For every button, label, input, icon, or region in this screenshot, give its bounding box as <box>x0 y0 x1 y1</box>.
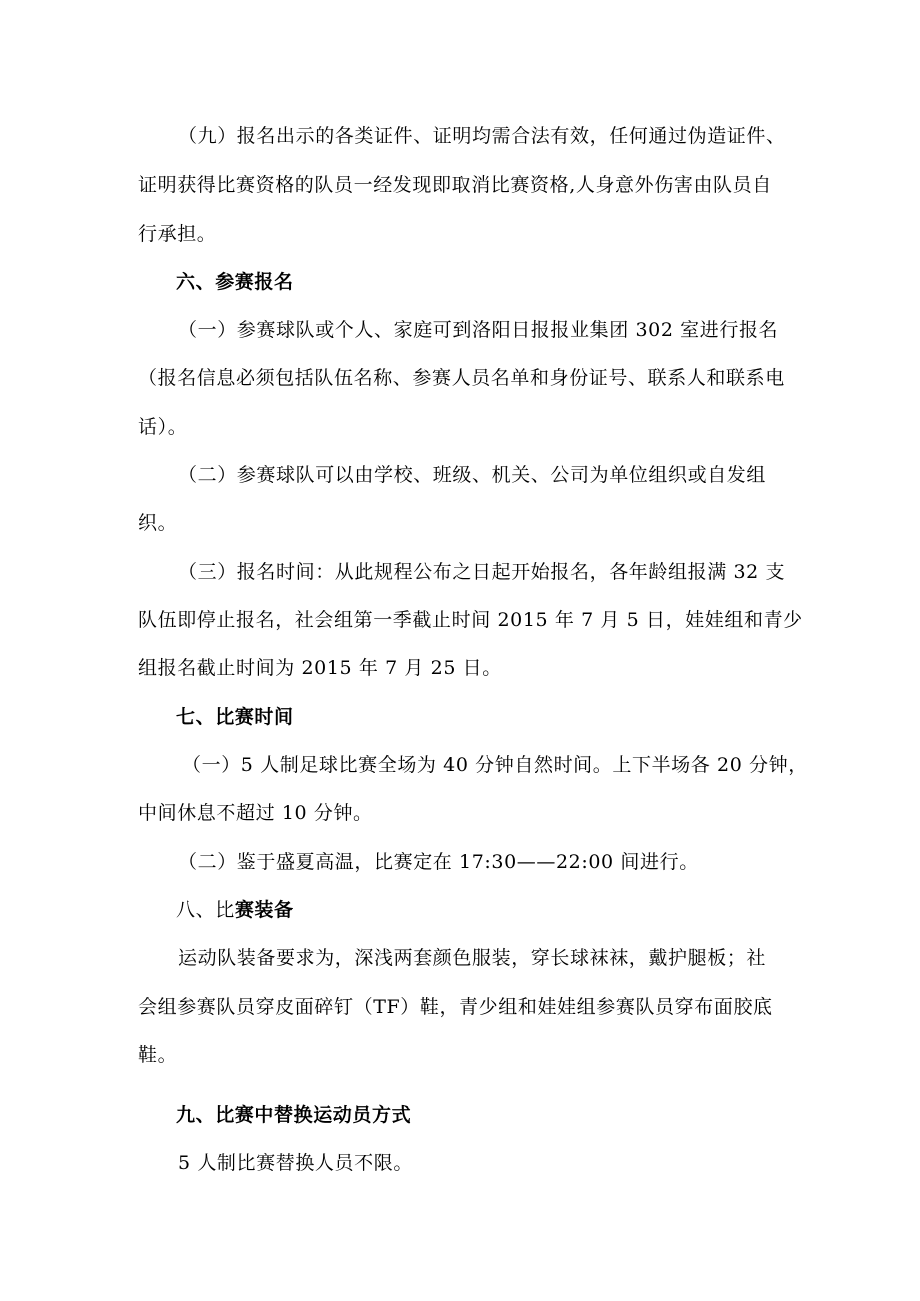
paragraph-line: （一）5 人制足球比赛全场为 40 分钟自然时间。上下半场各 20 分钟， <box>182 754 808 776</box>
paragraph-line: （二）参赛球队可以由学校、班级、机关、公司为单位组织或自发组 <box>178 464 767 486</box>
section-heading: 九、比赛中替换运动员方式 <box>176 1104 412 1126</box>
paragraph-line: 会组参赛队员穿皮面碎钉（TF）鞋，青少组和娃娃组参赛队员穿布面胶底 <box>138 996 773 1018</box>
section-heading: 七、比赛时间 <box>176 706 294 728</box>
paragraph-line: 运动队装备要求为，深浅两套颜色服装，穿长球袜袜，戴护腿板；社 <box>178 947 767 969</box>
paragraph-line: （二）鉴于盛夏高温，比赛定在 17:30——22:00 间进行。 <box>178 851 699 873</box>
paragraph-line: （三）报名时间：从此规程公布之日起开始报名，各年龄组报满 32 支 <box>178 561 786 583</box>
paragraph-line: 织。 <box>138 512 178 534</box>
paragraph-line: 鞋。 <box>138 1044 178 1066</box>
section-heading-part: 八、比 <box>176 899 235 921</box>
paragraph-line: 行承担。 <box>138 223 217 245</box>
paragraph-line: （报名信息必须包括队伍名称、参赛人员名单和身份证号、联系人和联系电 <box>138 367 785 389</box>
section-heading <box>176 898 294 922</box>
paragraph-line: （九）报名出示的各类证件、证明均需合法有效，任何通过伪造证件、 <box>178 125 786 147</box>
paragraph-line: 组报名截止时间为 2015 年 7 月 25 日。 <box>138 657 502 679</box>
paragraph-line: （一）参赛球队或个人、家庭可到洛阳日报报业集团 302 室进行报名 <box>178 319 779 341</box>
section-heading-part: 赛装备 <box>234 899 294 921</box>
paragraph-line: 话）。 <box>138 416 188 438</box>
paragraph-line: 证明获得比赛资格的队员一经发现即取消比赛资格,人身意外伤害由队员自 <box>138 174 772 196</box>
paragraph-line: 中间休息不超过 10 分钟。 <box>138 802 373 824</box>
paragraph-line: 队伍即停止报名，社会组第一季截止时间 2015 年 7 月 5 日，娃娃组和青少 <box>138 609 803 631</box>
paragraph-line: 5 人制比赛替换人员不限。 <box>178 1152 413 1174</box>
section-heading: 六、参赛报名 <box>176 271 294 293</box>
